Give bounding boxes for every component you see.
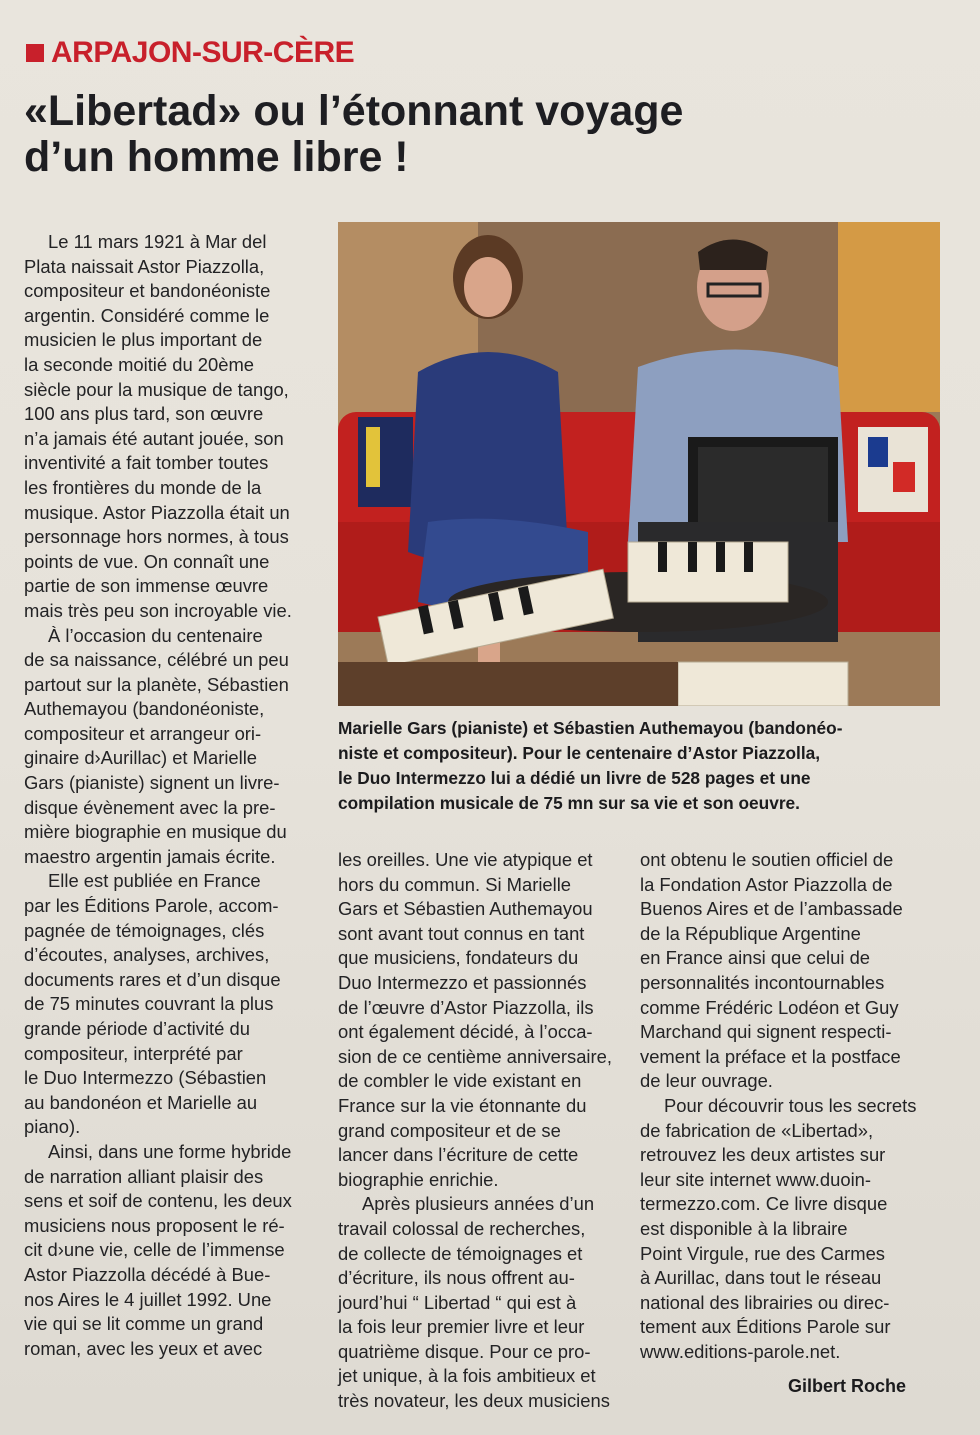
text-line: de combler le vide existant en	[338, 1070, 582, 1092]
text-line: les frontières du monde de la	[24, 476, 262, 498]
text-line: documents rares et d’un disque	[24, 968, 281, 990]
text-line: leur site internet www.duoin-	[640, 1168, 872, 1190]
text-line: partie de son immense œuvre	[24, 575, 269, 597]
text-line: de la République Argentine	[640, 922, 861, 944]
article-column-2	[338, 848, 628, 1414]
text-line: sion de ce centième anniversaire,	[338, 1045, 612, 1067]
text-line: mière biographie en musique du	[24, 821, 287, 843]
text-line: en France ainsi que celui de	[640, 947, 871, 969]
text-line: travail colossal de recherches,	[338, 1217, 586, 1239]
text-line: compositeur et arrangeur ori-	[24, 722, 262, 744]
rubric-label: ARPAJON-SUR-CÈRE	[51, 36, 355, 69]
text-line: argentin. Considéré comme le	[24, 304, 270, 326]
text-line: tement aux Éditions Parole sur	[640, 1316, 891, 1338]
text-line: d’écriture, ils nous offrent au-	[338, 1267, 575, 1289]
text-line: n’a jamais été autant jouée, son	[24, 427, 284, 449]
text-line: Gars (pianiste) signent un livre-	[24, 772, 280, 794]
text-line: Elle est publiée en France	[48, 870, 261, 892]
text-line: personnage hors normes, à tous	[24, 526, 289, 548]
text-line: maestro argentin jamais écrite.	[24, 845, 276, 867]
text-line: le Duo Intermezzo (Sébastien	[24, 1067, 267, 1089]
text-line: grande période d’activité du	[24, 1018, 250, 1039]
text-line: piano).	[24, 1116, 81, 1138]
text-line: Pour découvrir tous les secrets	[664, 1094, 917, 1116]
text-line: personnalités incontournables	[640, 971, 885, 993]
text-line: musicien le plus important de	[24, 329, 263, 351]
text-line: lancer dans l’écriture de cette	[338, 1144, 579, 1166]
author-signature: Gilbert Roche	[787, 1376, 906, 1396]
text-line: national des librairies ou direc-	[640, 1291, 890, 1313]
section-rubric	[26, 36, 354, 70]
text-line: France sur la vie étonnante du	[338, 1094, 587, 1116]
text-line: Point Virgule, rue des Carmes	[640, 1242, 885, 1264]
title-line: d’un homme libre !	[24, 133, 409, 181]
caption-line: niste et compositeur). Pour le centenaire d’Astor Piazzolla,	[338, 743, 821, 763]
text-line: jourd’hui “ Libertad “ qui est à	[338, 1291, 577, 1313]
text-line: disque évènement avec la pre-	[24, 796, 276, 818]
text-line: de 75 minutes couvrant la plus	[24, 993, 274, 1015]
text-line: sont avant tout connus en tant	[338, 922, 585, 944]
text-line: de sa naissance, célébré un peu	[24, 649, 289, 671]
article-title	[24, 88, 944, 180]
rubric-square-icon	[26, 44, 44, 62]
text-line: au bandonéon et Marielle au	[24, 1091, 258, 1113]
article-column-1	[24, 230, 314, 1361]
text-line: sens et soif de contenu, les deux	[24, 1190, 292, 1212]
text-line: Gars et Sébastien Authemayou	[338, 898, 593, 920]
text-line: ont obtenu le soutien officiel de	[640, 849, 894, 870]
text-line: à Aurillac, dans tout le réseau	[640, 1267, 882, 1289]
title-line: «Libertad» ou l’étonnant voyage	[24, 87, 684, 135]
text-line: Duo Intermezzo et passionnés	[338, 971, 587, 993]
text-line: biographie enrichie.	[338, 1168, 499, 1190]
text-line: roman, avec les yeux et avec	[24, 1337, 263, 1359]
text-line: Authemayou (bandonéoniste,	[24, 698, 265, 720]
text-line: la Fondation Astor Piazzolla de	[640, 873, 893, 895]
text-line: Buenos Aires et de l’ambassade	[640, 898, 903, 920]
text-line: comme Frédéric Lodéon et Guy	[640, 996, 899, 1018]
text-line: Le 11 mars 1921 à Mar del	[48, 231, 267, 252]
text-line: retrouvez les deux artistes sur	[640, 1144, 886, 1166]
text-line: la fois leur premier livre et leur	[338, 1316, 585, 1338]
text-line: compositeur et bandonéoniste	[24, 280, 271, 302]
text-line: mais très peu son incroyable vie.	[24, 599, 292, 621]
text-line: les oreilles. Une vie atypique et	[338, 849, 593, 870]
text-line: que musiciens, fondateurs du	[338, 947, 579, 969]
text-line: 100 ans plus tard, son œuvre	[24, 403, 264, 425]
article-column-3	[640, 848, 930, 1364]
text-line: vie qui se lit comme un grand	[24, 1313, 264, 1335]
caption-line: Marielle Gars (pianiste) et Sébastien Authemayou (bandonéo-	[338, 718, 843, 738]
text-line: cit d›une vie, celle de l’immense	[24, 1239, 285, 1261]
text-line: points de vue. On connaît une	[24, 550, 270, 572]
text-line: musique. Astor Piazzolla était un	[24, 501, 290, 523]
text-line: Ainsi, dans une forme hybride	[48, 1140, 292, 1162]
text-line: d’écoutes, analyses, archives,	[24, 944, 270, 966]
text-line: siècle pour la musique de tango,	[24, 378, 289, 400]
text-line: ont également décidé, à l’occa-	[338, 1021, 593, 1043]
text-line: Après plusieurs années d’un	[362, 1193, 595, 1215]
text-line: inventivité a fait tomber toutes	[24, 452, 269, 474]
photo-caption	[338, 716, 938, 816]
text-line: À l’occasion du centenaire	[48, 624, 263, 646]
text-line: pagnée de témoignages, clés	[24, 919, 265, 941]
text-line: de leur ouvrage.	[640, 1070, 773, 1092]
text-line: est disponible à la libraire	[640, 1217, 848, 1239]
text-line: la seconde moitié du 20ème	[24, 353, 255, 375]
text-line: vement la préface et la postface	[640, 1045, 901, 1067]
text-line: musiciens nous proposent le ré-	[24, 1214, 285, 1236]
text-line: de fabrication de «Libertad»,	[640, 1119, 874, 1141]
text-line: de narration alliant plaisir des	[24, 1165, 264, 1187]
text-line: quatrième disque. Pour ce pro-	[338, 1340, 591, 1362]
text-line: par les Éditions Parole, accom-	[24, 895, 279, 917]
text-line: de l’œuvre d’Astor Piazzolla, ils	[338, 996, 594, 1018]
text-line: de collecte de témoignages et	[338, 1242, 583, 1264]
text-line: www.editions-parole.net.	[640, 1340, 841, 1362]
text-line: Plata naissait Astor Piazzolla,	[24, 255, 265, 277]
article-photo	[338, 222, 940, 706]
text-line: Astor Piazzolla décédé à Bue-	[24, 1263, 271, 1285]
caption-line: le Duo Intermezzo lui a dédié un livre de 528 pages et une	[338, 768, 811, 788]
text-line: grand compositeur et de se	[338, 1119, 561, 1141]
text-line: partout sur la planète, Sébastien	[24, 673, 289, 695]
text-line: hors du commun. Si Marielle	[338, 873, 572, 895]
text-line: nos Aires le 4 juillet 1992. Une	[24, 1288, 272, 1310]
text-line: très novateur, les deux musiciens	[338, 1390, 610, 1412]
caption-line: compilation musicale de 75 mn sur sa vie et son oeuvre.	[338, 793, 800, 813]
text-line: ginaire d›Aurillac) et Marielle	[24, 747, 258, 769]
text-line: Marchand qui signent respecti-	[640, 1021, 892, 1043]
text-line: compositeur, interprété par	[24, 1042, 243, 1064]
photo-illustration	[338, 222, 940, 706]
text-line: termezzo.com. Ce livre disque	[640, 1193, 888, 1215]
text-line: jet unique, à la fois ambitieux et	[338, 1365, 596, 1387]
